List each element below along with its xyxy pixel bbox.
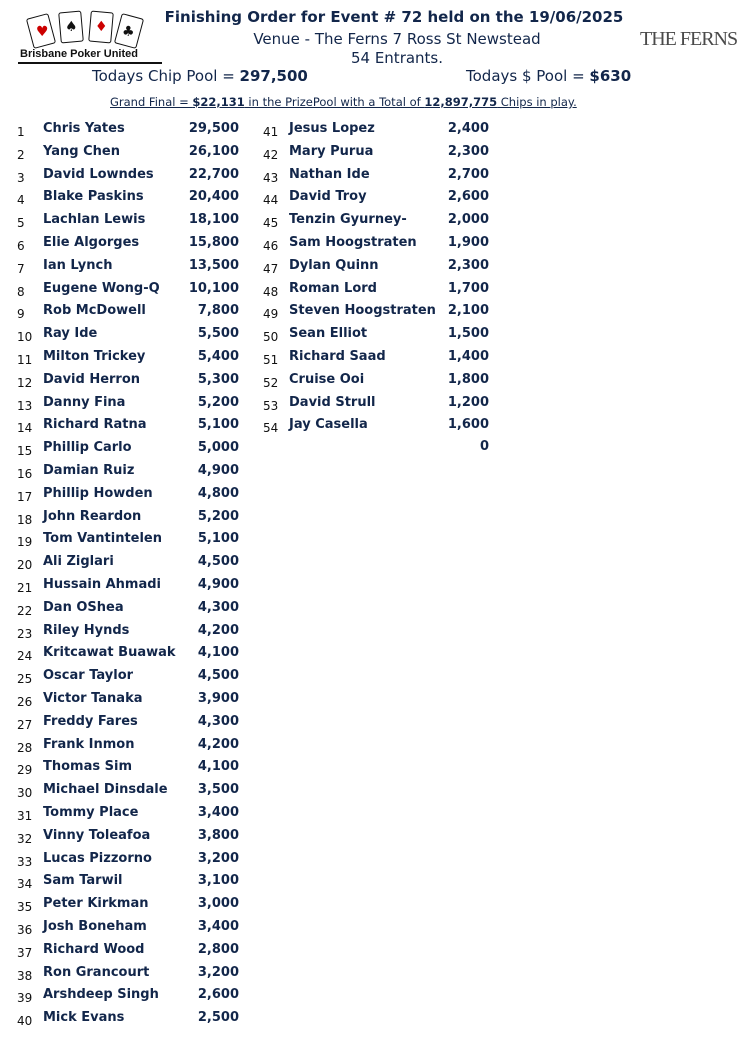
rank-number: 2 bbox=[17, 147, 25, 162]
result-row bbox=[17, 737, 257, 759]
result-row bbox=[263, 144, 503, 166]
rank-number: 28 bbox=[17, 740, 33, 755]
player-chips: 3,400 bbox=[197, 919, 239, 934]
player-name: Frank Inmon bbox=[43, 736, 135, 752]
result-row bbox=[263, 212, 503, 234]
grand-final-prefix: Grand Final = bbox=[110, 95, 193, 109]
player-chips: 5,400 bbox=[197, 349, 239, 364]
player-name: Dylan Quinn bbox=[289, 257, 379, 273]
the-ferns-logo: THE FERNS bbox=[640, 28, 738, 50]
player-name: Roman Lord bbox=[289, 280, 377, 296]
result-row bbox=[17, 417, 257, 439]
dollar-pool bbox=[466, 67, 631, 85]
rank-number: 13 bbox=[17, 398, 33, 413]
result-row bbox=[263, 189, 503, 211]
rank-number: 35 bbox=[17, 900, 33, 915]
player-chips: 29,500 bbox=[188, 121, 239, 136]
player-chips: 5,100 bbox=[197, 417, 239, 433]
rank-number: 7 bbox=[17, 261, 25, 276]
player-chips: 1,400 bbox=[447, 349, 489, 364]
player-name: Riley Hynds bbox=[43, 622, 130, 638]
player-name: Phillip Howden bbox=[43, 485, 153, 501]
grand-final-line bbox=[110, 95, 577, 109]
rank-number: 15 bbox=[17, 444, 33, 459]
result-row bbox=[263, 121, 503, 143]
player-name: Thomas Sim bbox=[43, 759, 133, 775]
player-name: Tenzin Gyurney- bbox=[289, 212, 407, 228]
player-name: Josh Boneham bbox=[43, 919, 147, 934]
rank-number: 32 bbox=[17, 831, 33, 846]
player-name: Ali Ziglari bbox=[43, 554, 114, 570]
page-title: Finishing Order for Event # 72 held on the 19/06/2025 bbox=[164, 8, 624, 26]
player-chips: 1,200 bbox=[447, 394, 489, 410]
player-name: Phillip Carlo bbox=[43, 440, 132, 456]
player-name: Ron Grancourt bbox=[43, 964, 150, 980]
rank-number: 33 bbox=[17, 854, 33, 869]
player-chips: 3,500 bbox=[197, 782, 239, 798]
player-name: Michael Dinsdale bbox=[43, 782, 168, 798]
rank-number: 53 bbox=[263, 398, 279, 413]
logo-text: Brisbane Poker United bbox=[20, 48, 138, 60]
grand-final-middle: in the PrizePool with a Total of bbox=[244, 95, 425, 109]
svg-text:♠: ♠ bbox=[65, 19, 78, 35]
rank-number: 46 bbox=[263, 239, 279, 253]
player-name: Richard Ratna bbox=[43, 417, 147, 433]
result-row bbox=[17, 577, 257, 599]
grand-final-suffix: Chips in play. bbox=[497, 95, 577, 109]
result-row bbox=[17, 326, 257, 348]
rank-number: 34 bbox=[17, 877, 33, 892]
player-chips: 4,100 bbox=[197, 759, 239, 775]
result-row bbox=[17, 463, 257, 485]
player-name: David Strull bbox=[289, 394, 376, 410]
player-name: Oscar Taylor bbox=[43, 668, 134, 684]
player-chips: 20,400 bbox=[188, 189, 239, 205]
result-row bbox=[263, 303, 503, 325]
rank-number: 10 bbox=[17, 330, 33, 345]
grand-final-chips: 12,897,775 bbox=[424, 95, 498, 109]
player-chips: 4,300 bbox=[197, 599, 239, 615]
player-name: Danny Fina bbox=[43, 394, 126, 410]
rank-number: 23 bbox=[17, 626, 33, 641]
player-chips: 5,300 bbox=[197, 371, 239, 387]
result-row bbox=[17, 828, 257, 850]
player-chips: 4,100 bbox=[197, 645, 239, 661]
rank-number: 50 bbox=[263, 330, 279, 345]
result-row bbox=[263, 349, 503, 371]
player-name: Ian Lynch bbox=[43, 257, 113, 273]
player-chips: 4,200 bbox=[197, 622, 239, 638]
rank-number: 9 bbox=[17, 307, 25, 322]
player-name: Hussain Ahmadi bbox=[43, 577, 162, 592]
rank-number: 5 bbox=[17, 216, 25, 231]
player-chips: 1,600 bbox=[447, 417, 489, 433]
player-chips: 3,100 bbox=[197, 873, 239, 889]
player-chips: 13,500 bbox=[188, 257, 239, 273]
rank-number: 36 bbox=[17, 923, 33, 937]
player-chips: 2,600 bbox=[447, 189, 489, 205]
player-name: Milton Trickey bbox=[43, 349, 146, 364]
player-chips: 4,500 bbox=[197, 668, 239, 684]
svg-text:♣: ♣ bbox=[122, 24, 135, 40]
rank-number: 17 bbox=[17, 489, 33, 504]
player-name: Rob McDowell bbox=[43, 303, 146, 319]
player-chips: 1,500 bbox=[447, 326, 489, 342]
chip-pool-value: 297,500 bbox=[239, 67, 308, 85]
player-chips: 26,100 bbox=[188, 143, 239, 159]
result-row bbox=[17, 919, 257, 941]
rank-number: 41 bbox=[263, 125, 279, 139]
result-row bbox=[17, 805, 257, 827]
player-name: Damian Ruiz bbox=[43, 463, 135, 478]
result-row bbox=[17, 782, 257, 804]
player-chips: 2,100 bbox=[447, 303, 489, 319]
player-name: David Herron bbox=[43, 371, 141, 387]
rank-number: 14 bbox=[17, 421, 33, 436]
player-name: Freddy Fares bbox=[43, 713, 138, 729]
result-row bbox=[17, 486, 257, 508]
result-row bbox=[17, 759, 257, 781]
player-name: Kritcawat Buawak bbox=[43, 645, 176, 661]
rank-number: 30 bbox=[17, 786, 33, 801]
player-chips: 4,200 bbox=[197, 736, 239, 752]
result-row bbox=[17, 167, 257, 189]
rank-number: 48 bbox=[263, 284, 279, 299]
rank-number: 19 bbox=[17, 535, 33, 550]
player-name: Victor Tanaka bbox=[43, 691, 143, 706]
chip-pool bbox=[92, 67, 308, 85]
rank-number: 43 bbox=[263, 170, 279, 185]
result-row bbox=[263, 235, 503, 257]
player-chips: 2,800 bbox=[197, 941, 239, 957]
player-chips: 4,900 bbox=[197, 577, 239, 592]
player-chips: 3,900 bbox=[197, 691, 239, 706]
result-row bbox=[17, 281, 257, 303]
player-name: Jay Casella bbox=[289, 417, 368, 433]
player-name: Yang Chen bbox=[43, 143, 120, 159]
dollar-pool-label: Todays $ Pool = bbox=[466, 67, 590, 85]
rank-number: 12 bbox=[17, 375, 33, 390]
rank-number: 4 bbox=[17, 193, 25, 208]
result-row bbox=[17, 372, 257, 394]
player-chips: 10,100 bbox=[188, 280, 239, 296]
result-row bbox=[17, 987, 257, 1009]
player-name: David Lowndes bbox=[43, 166, 154, 182]
player-chips: 4,900 bbox=[197, 463, 239, 478]
player-name: Eugene Wong-Q bbox=[43, 280, 160, 296]
rank-number: 37 bbox=[17, 945, 33, 960]
rank-number: 54 bbox=[263, 421, 279, 436]
player-chips: 2,400 bbox=[447, 121, 489, 136]
player-name: Sam Tarwil bbox=[43, 873, 123, 889]
player-chips: 18,100 bbox=[188, 212, 239, 228]
player-chips: 5,200 bbox=[197, 394, 239, 410]
player-name: Jesus Lopez bbox=[289, 121, 375, 136]
extra-total-row bbox=[263, 439, 503, 461]
player-chips: 5,500 bbox=[197, 326, 239, 342]
player-chips: 4,300 bbox=[197, 713, 239, 729]
player-name: Elie Algorges bbox=[43, 235, 140, 250]
rank-number: 24 bbox=[17, 649, 33, 664]
rank-number: 18 bbox=[17, 512, 33, 527]
result-row bbox=[17, 714, 257, 736]
result-row bbox=[17, 600, 257, 622]
rank-number: 39 bbox=[17, 991, 33, 1006]
result-row bbox=[17, 349, 257, 371]
result-row bbox=[17, 623, 257, 645]
player-name: Vinny Toleafoa bbox=[43, 827, 151, 843]
result-row bbox=[263, 281, 503, 303]
rank-number: 49 bbox=[263, 307, 279, 322]
player-chips: 1,900 bbox=[447, 235, 489, 250]
player-chips: 3,200 bbox=[197, 964, 239, 980]
rank-number: 21 bbox=[17, 581, 33, 595]
result-row bbox=[17, 440, 257, 462]
rank-number: 42 bbox=[263, 147, 279, 162]
result-row bbox=[263, 372, 503, 394]
player-chips: 2,300 bbox=[447, 257, 489, 273]
result-row bbox=[17, 258, 257, 280]
player-chips: 3,000 bbox=[197, 896, 239, 912]
player-chips: 3,400 bbox=[197, 805, 239, 820]
result-row bbox=[17, 189, 257, 211]
player-chips: 22,700 bbox=[188, 166, 239, 182]
result-row bbox=[17, 896, 257, 918]
rank-number: 31 bbox=[17, 809, 33, 823]
rank-number: 47 bbox=[263, 261, 279, 276]
player-name: Nathan Ide bbox=[289, 166, 370, 182]
player-chips: 2,500 bbox=[197, 1010, 239, 1026]
grand-final-amount: $22,131 bbox=[192, 95, 245, 109]
rank-number: 52 bbox=[263, 375, 279, 390]
player-name: Sean Elliot bbox=[289, 326, 368, 342]
player-name: Richard Wood bbox=[43, 941, 145, 957]
rank-number: 22 bbox=[17, 603, 33, 618]
result-row bbox=[17, 965, 257, 987]
player-chips: 1,700 bbox=[447, 280, 489, 296]
result-row bbox=[17, 395, 257, 417]
dollar-pool-value: $630 bbox=[589, 67, 632, 85]
svg-text:♦: ♦ bbox=[95, 19, 108, 35]
result-row bbox=[263, 258, 503, 280]
player-chips: 4,500 bbox=[197, 554, 239, 570]
rank-number: 44 bbox=[263, 193, 279, 208]
result-row bbox=[17, 1010, 257, 1032]
result-row bbox=[17, 303, 257, 325]
result-row bbox=[17, 212, 257, 234]
rank-number: 38 bbox=[17, 968, 33, 983]
player-chips: 7,800 bbox=[197, 303, 239, 319]
player-name: Tom Vantintelen bbox=[43, 531, 163, 547]
player-chips: 2,000 bbox=[447, 212, 489, 228]
result-row bbox=[17, 873, 257, 895]
player-name: Mick Evans bbox=[43, 1010, 125, 1026]
rank-number: 8 bbox=[17, 284, 25, 299]
venue-text: Venue - The Ferns 7 Ross St Newstead bbox=[253, 30, 541, 48]
player-chips: 3,200 bbox=[197, 850, 239, 866]
result-row bbox=[263, 326, 503, 348]
player-name: Blake Paskins bbox=[43, 189, 144, 205]
player-chips: 1,800 bbox=[447, 371, 489, 387]
result-row bbox=[17, 668, 257, 690]
player-name: Chris Yates bbox=[43, 121, 125, 136]
result-row bbox=[17, 942, 257, 964]
rank-number: 26 bbox=[17, 695, 33, 709]
player-chips: 5,200 bbox=[197, 508, 239, 524]
player-name: Lachlan Lewis bbox=[43, 212, 146, 228]
player-name: Arshdeep Singh bbox=[43, 987, 159, 1003]
player-name: Steven Hoogstraten bbox=[289, 303, 436, 319]
result-row bbox=[17, 531, 257, 553]
result-row bbox=[17, 121, 257, 143]
entrants-text: 54 Entrants. bbox=[350, 49, 444, 67]
player-chips: 5,000 bbox=[197, 440, 239, 456]
player-chips: 15,800 bbox=[188, 235, 239, 250]
rank-number: 3 bbox=[17, 170, 25, 185]
rank-number: 25 bbox=[17, 672, 33, 687]
player-chips: 2,600 bbox=[197, 987, 239, 1003]
rank-number: 16 bbox=[17, 467, 33, 481]
result-row bbox=[263, 167, 503, 189]
player-chips: 4,800 bbox=[197, 485, 239, 501]
result-row bbox=[17, 509, 257, 531]
player-name: David Troy bbox=[289, 189, 367, 205]
rank-number: 29 bbox=[17, 763, 33, 778]
rank-number: 6 bbox=[17, 239, 25, 253]
result-row bbox=[263, 417, 503, 439]
player-name: Dan OShea bbox=[43, 599, 124, 615]
result-row bbox=[17, 851, 257, 873]
chip-pool-label: Todays Chip Pool = bbox=[92, 67, 240, 85]
player-name: Tommy Place bbox=[43, 805, 139, 820]
player-name: Sam Hoogstraten bbox=[289, 235, 417, 250]
result-row bbox=[263, 395, 503, 417]
result-row bbox=[17, 645, 257, 667]
player-name: John Reardon bbox=[43, 508, 142, 524]
rank-number: 1 bbox=[17, 125, 25, 139]
player-chips: 2,700 bbox=[447, 166, 489, 182]
rank-number: 11 bbox=[17, 353, 33, 367]
result-row bbox=[17, 144, 257, 166]
result-row bbox=[17, 554, 257, 576]
rank-number: 45 bbox=[263, 216, 279, 231]
player-name: Mary Purua bbox=[289, 143, 374, 159]
result-row bbox=[17, 235, 257, 257]
rank-number: 40 bbox=[17, 1014, 33, 1029]
svg-text:♥: ♥ bbox=[36, 24, 49, 40]
rank-number: 20 bbox=[17, 558, 33, 573]
player-name: Peter Kirkman bbox=[43, 896, 149, 912]
player-name: Lucas Pizzorno bbox=[43, 850, 152, 866]
player-name: Ray Ide bbox=[43, 326, 98, 342]
player-chips: 3,800 bbox=[197, 827, 239, 843]
extra-total-chips: 0 bbox=[479, 439, 489, 454]
player-chips: 5,100 bbox=[197, 531, 239, 547]
rank-number: 51 bbox=[263, 353, 279, 367]
player-name: Cruise Ooi bbox=[289, 371, 365, 387]
player-chips: 2,300 bbox=[447, 143, 489, 159]
player-name: Richard Saad bbox=[289, 349, 386, 364]
result-row bbox=[17, 691, 257, 713]
rank-number: 27 bbox=[17, 717, 33, 732]
